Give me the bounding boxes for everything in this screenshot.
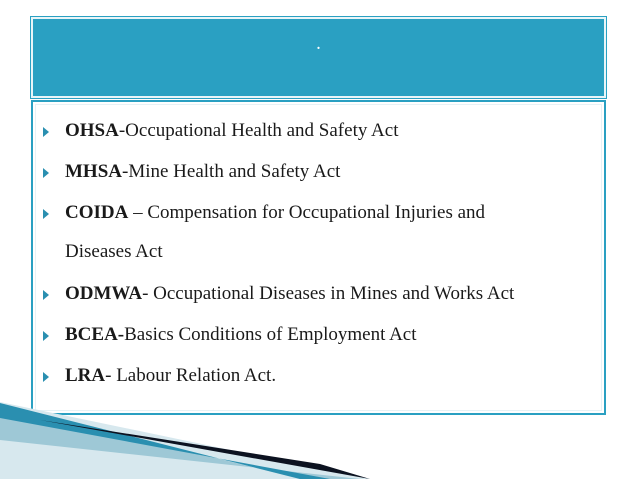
item-abbreviation: LRA [65, 365, 106, 386]
item-description: – Compensation for Occupational Injuries and [128, 202, 486, 223]
item-abbreviation: ODMWA [65, 283, 143, 304]
item-description: -Mine Health and Safety Act [122, 161, 341, 182]
item-abbreviation: OHSA [65, 120, 119, 141]
item-continuation-text: Diseases Act [65, 241, 163, 262]
item-description: - Occupational Diseases in Mines and Works Act [142, 283, 515, 304]
item-abbreviation: BCEA- [65, 324, 125, 345]
slide-title: . [316, 38, 321, 53]
item-abbreviation: MHSA [65, 161, 122, 182]
item-description: -Occupational Health and Safety Act [118, 120, 399, 141]
item-abbreviation: COIDA [65, 202, 129, 223]
item-description: Basics Conditions of Employment Act [124, 324, 417, 345]
item-description: - Labour Relation Act. [105, 365, 277, 386]
